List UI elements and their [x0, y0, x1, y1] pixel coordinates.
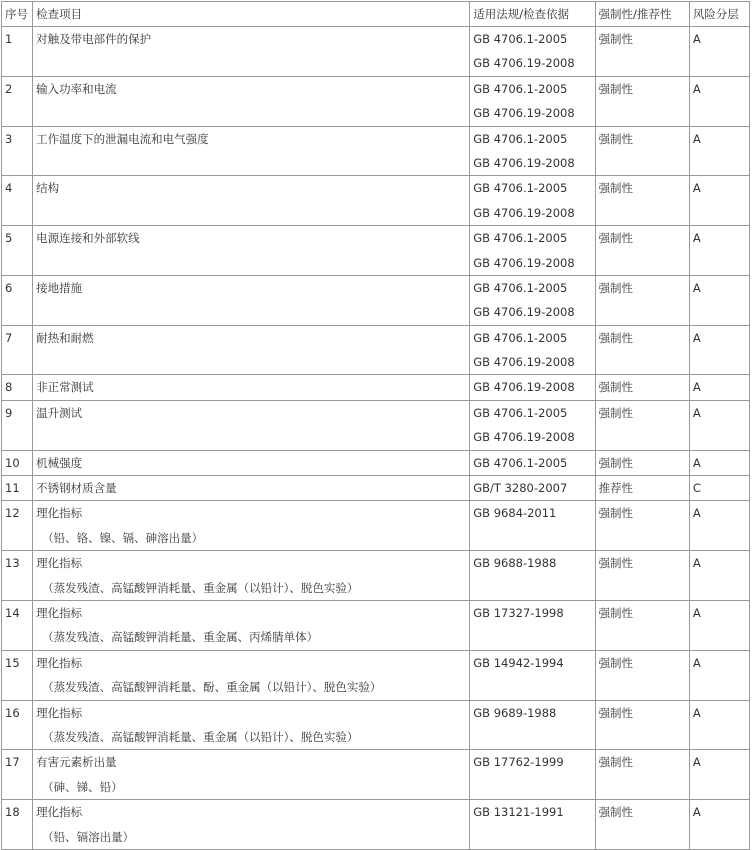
risk-level: A: [692, 455, 701, 470]
risk-level: A: [692, 81, 701, 96]
requirement-type-cell: [595, 176, 689, 226]
standard-cell: [470, 650, 595, 700]
inspection-item-detail: （砷、锑、铅）: [42, 779, 123, 794]
inspection-item-cell: [33, 126, 470, 176]
risk-level-cell: [689, 750, 749, 800]
standard-code: GB 14942-1994: [473, 655, 564, 670]
requirement-type: 强制性: [598, 455, 634, 470]
inspection-item: 理化指标: [36, 506, 83, 521]
standard-code: GB 4706.19-2008: [473, 255, 575, 270]
standard-code: GB 4706.1-2005: [473, 231, 568, 246]
row-number-cell: [2, 650, 33, 700]
risk-level: A: [692, 380, 701, 395]
standard-code: GB 4706.1-2005: [473, 181, 568, 196]
risk-level-cell: [689, 551, 749, 601]
requirement-type: 强制性: [598, 231, 634, 246]
standard-code: GB 4706.19-2008: [473, 430, 575, 445]
row-number: 5: [5, 231, 13, 246]
risk-level: A: [692, 605, 701, 620]
row-number: 6: [5, 280, 13, 295]
standard-cell: [470, 476, 595, 501]
requirement-type-cell: [595, 126, 689, 176]
requirement-type-cell: [595, 27, 689, 77]
table-row: [2, 750, 750, 800]
header-no: 序号: [2, 2, 33, 27]
requirement-type-cell: [595, 750, 689, 800]
inspection-item-detail: （蒸发残渣、高锰酸钾消耗量、重金属、丙烯腈单体）: [42, 630, 319, 645]
table-row: [2, 450, 750, 475]
table-row: [2, 325, 750, 375]
inspection-item-cell: [33, 501, 470, 551]
risk-level-cell: [689, 450, 749, 475]
inspection-item-cell: [33, 600, 470, 650]
row-number-cell: [2, 501, 33, 551]
row-number: 1: [5, 32, 13, 46]
standard-cell: [470, 400, 595, 450]
table-row: [2, 76, 750, 126]
standard-cell: [470, 176, 595, 226]
inspection-item: 工作温度下的泄漏电流和电气强度: [36, 131, 209, 146]
standard-cell: [470, 27, 595, 77]
row-number: 8: [5, 380, 13, 395]
risk-level-cell: [689, 375, 749, 400]
standard-cell: [470, 325, 595, 375]
risk-level-cell: [689, 476, 749, 501]
table-header-row: [2, 2, 750, 27]
requirement-type-cell: [595, 800, 689, 850]
requirement-type: 强制性: [598, 131, 634, 146]
table-row: [2, 275, 750, 325]
requirement-type-cell: [595, 76, 689, 126]
requirement-type: 推荐性: [598, 481, 634, 496]
requirement-type-cell: [595, 476, 689, 501]
table-row: [2, 126, 750, 176]
requirement-type: 强制性: [598, 380, 634, 395]
standard-cell: [470, 600, 595, 650]
risk-level-cell: [689, 600, 749, 650]
inspection-item-cell: [33, 226, 470, 276]
requirement-type: 强制性: [598, 805, 634, 820]
standard-cell: [470, 226, 595, 276]
row-number-cell: [2, 400, 33, 450]
inspection-item-cell: [33, 650, 470, 700]
row-number: 11: [5, 481, 20, 496]
risk-level: A: [692, 32, 701, 46]
inspection-item-detail: （蒸发残渣、高锰酸钾消耗量、酚、重金属（以铅计）、脱色实验）: [42, 680, 382, 695]
standard-code: GB 4706.19-2008: [473, 56, 575, 71]
standard-cell: [470, 375, 595, 400]
standard-code: GB 4706.19-2008: [473, 305, 575, 320]
row-number-cell: [2, 126, 33, 176]
risk-level-cell: [689, 226, 749, 276]
standard-code: GB 4706.19-2008: [473, 155, 575, 170]
requirement-type: 强制性: [598, 81, 634, 96]
inspection-item-cell: [33, 750, 470, 800]
standard-code: GB 4706.1-2005: [473, 330, 568, 345]
inspection-item-detail: （铅、铬、镍、镉、砷溶出量）: [42, 530, 204, 545]
standard-cell: [470, 501, 595, 551]
row-number: 14: [5, 605, 20, 620]
standard-code: GB 9684-2011: [473, 506, 557, 521]
requirement-type: 强制性: [598, 556, 634, 571]
row-number: 17: [5, 755, 20, 770]
row-number: 7: [5, 330, 13, 345]
requirement-type: 强制性: [598, 405, 634, 420]
standard-code: GB 17762-1999: [473, 755, 564, 770]
table-row: [2, 476, 750, 501]
risk-level-cell: [689, 700, 749, 750]
standard-code: GB 4706.19-2008: [473, 106, 575, 121]
inspection-item-cell: [33, 27, 470, 77]
row-number: 10: [5, 455, 20, 470]
table-row: [2, 375, 750, 400]
row-number-cell: [2, 750, 33, 800]
requirement-type: 强制性: [598, 506, 634, 521]
standard-code: GB 4706.19-2008: [473, 355, 575, 370]
standard-cell: [470, 76, 595, 126]
risk-level: A: [692, 805, 701, 820]
row-number-cell: [2, 600, 33, 650]
inspection-item-cell: [33, 76, 470, 126]
inspection-item: 非正常测试: [36, 380, 94, 395]
standard-cell: [470, 126, 595, 176]
table-row: [2, 27, 750, 77]
inspection-item-cell: [33, 551, 470, 601]
inspection-item: 理化指标: [36, 805, 83, 820]
risk-level-cell: [689, 650, 749, 700]
row-number: 13: [5, 556, 20, 571]
standard-code: GB 17327-1998: [473, 605, 564, 620]
header-type: 强制性/推荐性: [595, 2, 689, 27]
inspection-item: 不锈钢材质含量: [36, 481, 117, 496]
standard-cell: [470, 275, 595, 325]
risk-level-cell: [689, 800, 749, 850]
inspection-item: 输入功率和电流: [36, 81, 117, 96]
requirement-type: 强制性: [598, 605, 634, 620]
risk-level-cell: [689, 325, 749, 375]
standard-code: GB 4706.1-2005: [473, 405, 568, 420]
inspection-item-cell: [33, 275, 470, 325]
row-number-cell: [2, 325, 33, 375]
row-number: 15: [5, 655, 20, 670]
inspection-item-cell: [33, 176, 470, 226]
inspection-item-cell: [33, 325, 470, 375]
inspection-item-detail: （蒸发残渣、高锰酸钾消耗量、重金属（以铅计）、脱色实验）: [42, 580, 359, 595]
row-number-cell: [2, 176, 33, 226]
risk-level-cell: [689, 126, 749, 176]
risk-level: A: [692, 556, 701, 571]
standard-cell: [470, 450, 595, 475]
inspection-item-cell: [33, 400, 470, 450]
table-row: [2, 176, 750, 226]
standard-cell: [470, 551, 595, 601]
risk-level: A: [692, 131, 701, 146]
inspection-item: 理化指标: [36, 605, 83, 620]
row-number-cell: [2, 700, 33, 750]
inspection-item-detail: （铅、镉溶出量）: [42, 829, 135, 844]
requirement-type-cell: [595, 450, 689, 475]
requirement-type-cell: [595, 375, 689, 400]
risk-level: A: [692, 405, 701, 420]
table-row: [2, 226, 750, 276]
requirement-type: 强制性: [598, 655, 634, 670]
inspection-item-cell: [33, 476, 470, 501]
row-number-cell: [2, 450, 33, 475]
standard-code: GB 9688-1988: [473, 556, 557, 571]
inspection-item-detail: （蒸发残渣、高锰酸钾消耗量、重金属（以铅计）、脱色实验）: [42, 729, 359, 744]
risk-level-cell: [689, 400, 749, 450]
header-risk: 风险分层: [689, 2, 749, 27]
risk-level: A: [692, 181, 701, 196]
requirement-type: 强制性: [598, 280, 634, 295]
requirement-type-cell: [595, 325, 689, 375]
table-row: [2, 800, 750, 850]
inspection-item-cell: [33, 450, 470, 475]
risk-level-cell: [689, 176, 749, 226]
standard-code: GB 4706.1-2005: [473, 81, 568, 96]
inspection-item: 对触及带电部件的保护: [36, 32, 152, 46]
risk-level: A: [692, 655, 701, 670]
table-row: [2, 400, 750, 450]
standard-code: GB 4706.1-2005: [473, 32, 568, 46]
requirement-type: 强制性: [598, 755, 634, 770]
inspection-item-cell: [33, 700, 470, 750]
table-row: [2, 501, 750, 551]
table-row: [2, 551, 750, 601]
standard-cell: [470, 800, 595, 850]
row-number: 9: [5, 405, 13, 420]
risk-level: A: [692, 280, 701, 295]
standard-code: GB 13121-1991: [473, 805, 564, 820]
table-row: [2, 600, 750, 650]
requirement-type-cell: [595, 600, 689, 650]
inspection-table: [1, 1, 750, 850]
inspection-item: 理化指标: [36, 705, 83, 720]
row-number: 4: [5, 181, 13, 196]
header-item: 检查项目: [33, 2, 470, 27]
inspection-item: 接地措施: [36, 280, 83, 295]
risk-level: A: [692, 231, 701, 246]
standard-cell: [470, 700, 595, 750]
standard-code: GB 4706.1-2005: [473, 131, 568, 146]
standard-code: GB 9689-1988: [473, 705, 557, 720]
table-row: [2, 700, 750, 750]
standard-cell: [470, 750, 595, 800]
requirement-type-cell: [595, 551, 689, 601]
requirement-type-cell: [595, 400, 689, 450]
inspection-item-cell: [33, 375, 470, 400]
row-number: 3: [5, 131, 13, 146]
requirement-type-cell: [595, 700, 689, 750]
risk-level-cell: [689, 501, 749, 551]
standard-code: GB 4706.1-2005: [473, 280, 568, 295]
row-number: 12: [5, 506, 20, 521]
table-row: [2, 650, 750, 700]
inspection-item: 理化指标: [36, 655, 83, 670]
inspection-item: 结构: [36, 181, 60, 196]
risk-level-cell: [689, 275, 749, 325]
risk-level: A: [692, 506, 701, 521]
row-number-cell: [2, 375, 33, 400]
inspection-item: 理化指标: [36, 556, 83, 571]
standard-code: GB 4706.1-2005: [473, 455, 568, 470]
row-number: 18: [5, 805, 20, 820]
requirement-type: 强制性: [598, 330, 634, 345]
requirement-type-cell: [595, 501, 689, 551]
requirement-type-cell: [595, 650, 689, 700]
standard-code: GB/T 3280-2007: [473, 481, 568, 496]
risk-level: A: [692, 705, 701, 720]
risk-level: C: [692, 481, 701, 496]
table-body: [2, 27, 750, 850]
risk-level: A: [692, 330, 701, 345]
header-standard: 适用法规/检查依据: [470, 2, 595, 27]
inspection-item: 有害元素析出量: [36, 755, 117, 770]
risk-level: A: [692, 755, 701, 770]
row-number-cell: [2, 551, 33, 601]
inspection-item: 耐热和耐燃: [36, 330, 94, 345]
requirement-type: 强制性: [598, 181, 634, 196]
row-number-cell: [2, 800, 33, 850]
row-number-cell: [2, 275, 33, 325]
inspection-item: 电源连接和外部软线: [36, 231, 140, 246]
inspection-item: 温升测试: [36, 405, 83, 420]
row-number-cell: [2, 27, 33, 77]
requirement-type-cell: [595, 226, 689, 276]
requirement-type: 强制性: [598, 32, 634, 46]
requirement-type: 强制性: [598, 705, 634, 720]
row-number: 16: [5, 705, 20, 720]
standard-code: GB 4706.19-2008: [473, 205, 575, 220]
risk-level-cell: [689, 27, 749, 77]
row-number-cell: [2, 476, 33, 501]
row-number-cell: [2, 226, 33, 276]
standard-code: GB 4706.19-2008: [473, 380, 575, 395]
row-number-cell: [2, 76, 33, 126]
inspection-item: 机械强度: [36, 455, 83, 470]
row-number: 2: [5, 81, 13, 96]
inspection-item-cell: [33, 800, 470, 850]
risk-level-cell: [689, 76, 749, 126]
requirement-type-cell: [595, 275, 689, 325]
